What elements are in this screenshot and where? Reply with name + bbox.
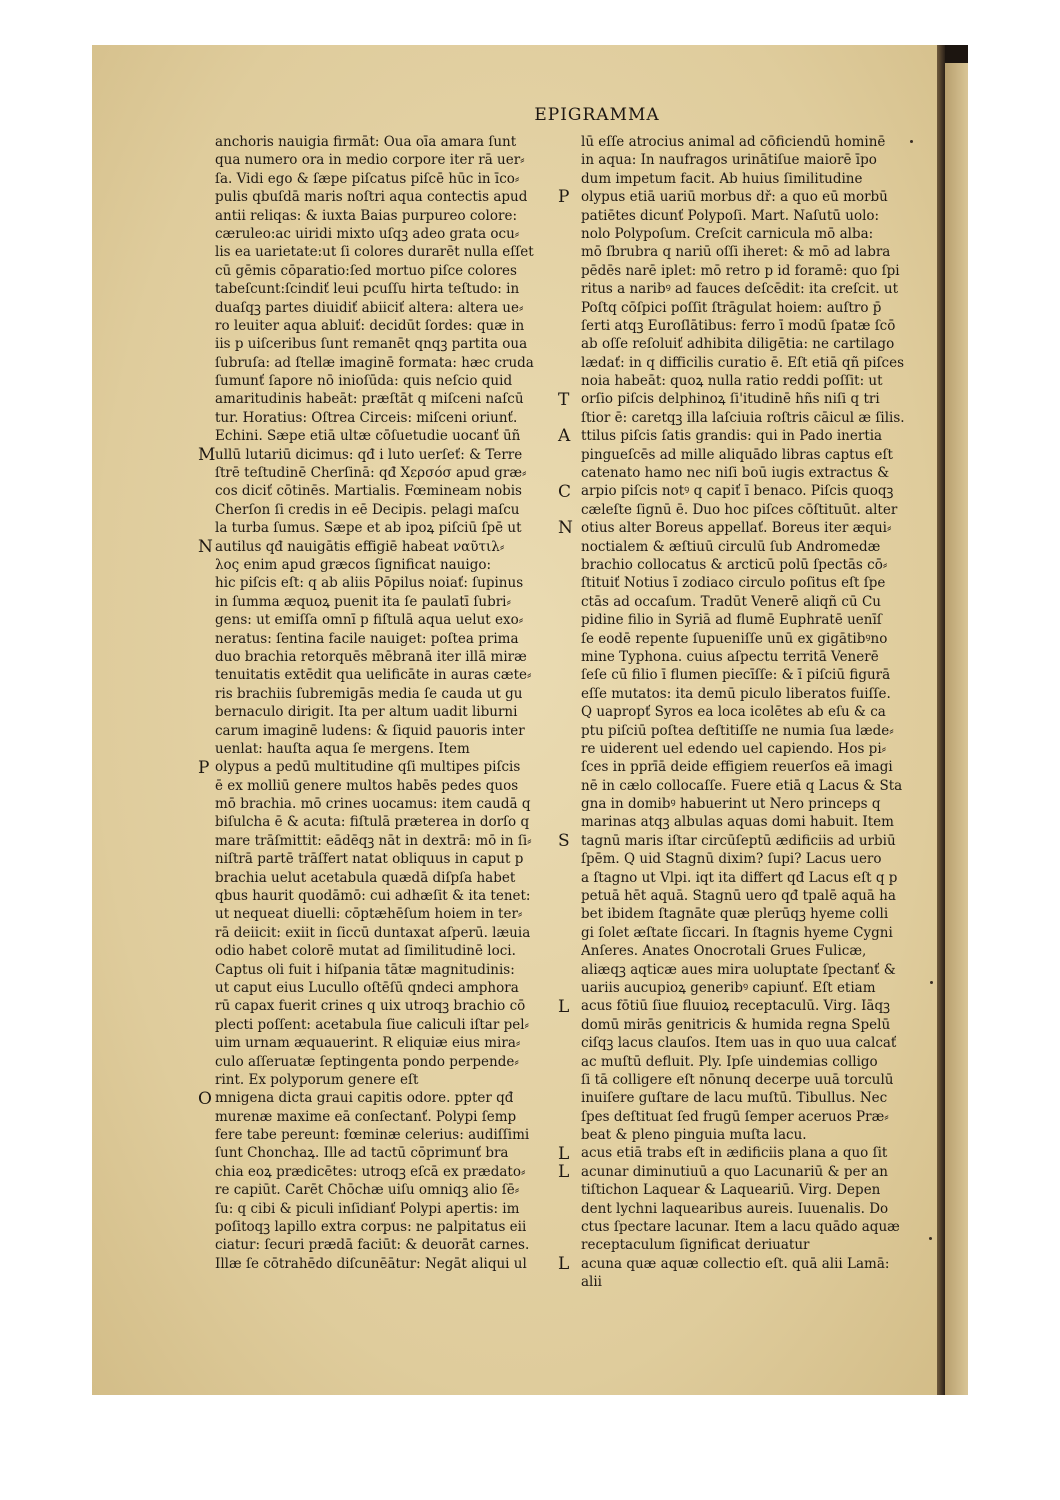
text-line: acuna quæ aquæ collectio eſt. quā alii Lamā:: [581, 1255, 890, 1272]
text-line: ullū lutariū dicimus: qđ i luto uerſeť: & Terre: [215, 446, 523, 463]
text-line: cū gēmis cōparatio:ſed mortuo piſce colores: [215, 262, 517, 279]
text-line: anchoris nauigia firmāt: Oua oīa amara ſunt: [215, 134, 517, 150]
text-line: antii reliqas: & iuxta Baias purpureo colore:: [215, 207, 517, 224]
text-line: ac muſtū defluit. Ply. Ipſe uindemias colligo: [581, 1053, 878, 1070]
text-line: beat & pleno pinguia muſta lacu.: [581, 1127, 807, 1144]
marginal-initial-letter: A: [558, 426, 571, 447]
text-line: acunar diminutiuū a quo Lacunariū & per an: [581, 1163, 888, 1180]
text-line: Anſeres. Anates Onocrotali Grues Fulicæ,: [581, 943, 867, 960]
text-line: ctus ſpectare lacunar. Item a lacu quādo aquæ: [581, 1219, 900, 1236]
text-line: pingueſcēs ad mille aliquādo libras captus eſt: [581, 446, 893, 463]
text-line: acus etiā trabs eſt in ædificiis plana a quo ſit: [581, 1145, 888, 1162]
text-line: Poſtq cōſpici poſſit ſtrāgulat hoiem: auſtro p̄: [581, 299, 882, 316]
book-page: [92, 45, 937, 1395]
text-line: re uiderent uel edendo uel capiendo. Hos pi⸗: [581, 740, 887, 757]
text-line: acus fōtiū ſiue fluuioꝝ receptaculū. Virg. Iāqꝫ: [581, 998, 890, 1015]
text-line: lū eſſe atrocius animal ad cōficiendū hominē: [581, 134, 886, 150]
text-line: ſe eodē repente ſupueniſſe unū ex gigātibꝰno: [581, 630, 888, 647]
text-line: ttilus piſcis ſatis grandis: qui in Pado inertia: [581, 428, 883, 445]
text-line: ptu piſciū poſtea deſtitiſſe ne numia ſua læde⸗: [581, 722, 894, 739]
text-line: amaritudinis habeāt: præſtāt q miſceni naſcū: [215, 391, 524, 408]
text-line: ſtrē teſtudinē Cherſinā: qđ Χερσόσ apud græ⸗: [215, 465, 527, 482]
text-line: brachio collocatus & arcticū polū ſpectās cō⸗: [581, 556, 888, 573]
text-line: autilus qđ nauigātis effigiē habeat ναῦτιλ⸗: [215, 538, 505, 555]
text-line: ſi tā colligere eſt nōnunq decerpe uuā torculū: [581, 1071, 894, 1088]
text-line: poſitoqꝫ lapillo extra corpus: ne palpitatus eii: [215, 1219, 527, 1236]
marginal-initial-letter: P: [558, 187, 570, 208]
text-line: biſulcha ē & acuta: fiſtulā præterea in dorſo q: [215, 814, 530, 831]
text-line: carum imaginē ludens: & ſiquid pauoris inter: [215, 722, 525, 739]
text-line: ris brachiis ſubremigās media ſe cauda ut gu: [215, 685, 523, 702]
text-line: qbus haurit quodāmō: cui adhæſit & ita tenet:: [215, 888, 531, 905]
text-line: Echini. Sæpe etiā ultæ cōſuetudie uocanť ūñ: [215, 428, 521, 445]
text-line: pidine filio in Syriā ad flumē Euphratē uenīſ: [581, 612, 882, 629]
text-line: chia eoꝝ prædicētes: utroqꝫ eſcā ex prædato⸗: [215, 1163, 526, 1180]
marginal-initial-letter: T: [558, 389, 570, 410]
marginal-initial-letter: N: [198, 536, 213, 557]
text-line: alii: [581, 1274, 603, 1291]
text-line: ſtior ē: caretqꝫ illa laſciuia roſtris cāicul æ ſilis.: [581, 409, 905, 426]
marginal-initial-letter: L: [558, 1162, 570, 1183]
text-line: olypus a pedū multitudine qſi multipes piſcis: [215, 759, 521, 776]
text-line: cos diciť cōtinēs. Martialis. Fœmineam nobis: [215, 483, 522, 500]
text-line: a ſtagno ut Vlpi. iqt ita differt qđ Lacus eſt q p: [581, 869, 898, 886]
text-line: olypus etiā uariū morbus dř: a quo eū morbū: [581, 189, 888, 206]
text-line: ab oſſe reſoluiť adhibita diligētia: ne cartilago: [581, 336, 895, 353]
text-line: tiſtichon Laquear & Laqueariū. Virg. Depen: [581, 1182, 881, 1199]
text-line: ro leuiter aqua abluiť: decidūt ſordes: quæ in: [215, 317, 525, 334]
marginal-initial-letter: O: [198, 1088, 212, 1109]
text-line: ſtituiť Notius ī zodiaco circulo poſitus eſt ſpe: [581, 575, 886, 592]
text-line: odio habet colorē mutat ad ſimilitudinē loci.: [215, 943, 516, 960]
text-line: ſubruſa: ad ſtellæ imaginē formata: hæc cruda: [215, 354, 534, 371]
marginal-initial-letter: N: [558, 518, 573, 539]
text-line: bet ibidem ſtagnāte quæ plerūqꝫ hyeme colli: [581, 906, 889, 923]
text-line: rā deiicit: exiit in ſiccū duntaxat aſperū. læuia: [215, 924, 531, 941]
text-line: uariis aucupioꝝ generibꝰ capiunť. Eſt etiam: [581, 979, 876, 996]
text-line: ciſqꝫ lacus clauſos. Item uas in quo uua calcať: [581, 1035, 897, 1052]
text-line: arpio piſcis notꝰ q capiť ī benaco. Piſcis quoqꝫ: [581, 483, 894, 500]
text-line: noia habeāt: quoꝝ nulla ratio reddi poſſit: ut: [581, 373, 883, 390]
text-line: rū capax fuerit crines q uix utroqꝫ brachio cō: [215, 998, 526, 1015]
text-line: brachia uelut acetabula quædā diſpſa habet: [215, 869, 516, 886]
text-line: gna in domibꝰ habuerint ut Nero princeps q: [581, 796, 881, 813]
text-line: ritus a naribꝰ ad fauces deſcēdit: ita creſcit. ut: [581, 281, 899, 298]
text-line: tur. Horatius: Oſtrea Circeis: miſceni oriunť.: [215, 409, 518, 426]
running-heading: EPIGRAMMA: [534, 105, 660, 125]
marginal-initial-letter: C: [558, 481, 572, 502]
text-line: cæleſte ſignū ē. Duo hoc piſces cōſtituūt. alter: [581, 501, 898, 518]
text-line: ut caput eius Lucullo oſtēſū qndeci amphora: [215, 979, 519, 996]
text-line: Q uapropť Syros ea loca icolētes ab eſu & ca: [581, 704, 886, 721]
marginal-initial-letter: M: [198, 444, 216, 465]
margin-mark: [930, 981, 933, 984]
text-line: otius alter Boreus appellať. Boreus iter æqui⸗: [581, 520, 892, 537]
text-line: gens: ut emiſſa omnī p fiſtulā aqua uelut exo⸗: [215, 612, 524, 629]
text-line: λος enim apud græcos ſignificat nauigo:: [215, 556, 492, 573]
text-line: domū mirās genitricis & humida regna Spelū: [581, 1016, 891, 1033]
text-line: la turba ſumus. Sæpe et ab ipoꝝ piſciū ſpē ut: [215, 520, 522, 537]
text-line: ſumunť ſapore nō inioſūda: quis neſcio quid: [215, 373, 513, 390]
text-line: tabeſcunt:ſcindiť leui pcuſſu hirta teſtudo: in: [215, 281, 520, 298]
text-line: mare trāſmittit: eādēqꝫ nāt in dextrā: mō in ſi⸗: [215, 832, 532, 849]
text-line: qua numero ora in medio corpore iter rā uer⸗: [215, 152, 525, 169]
text-line: catenato hamo nec niſi boū iugis extractus &: [581, 465, 890, 482]
margin-mark: [929, 1237, 932, 1240]
text-line: uim urnam æquauerint. R eliquiæ eius mira⸗: [215, 1035, 521, 1052]
text-line: plecti poſſent: acetabula ſiue caliculi iſtar pel⸗: [215, 1016, 530, 1033]
text-line: ſa. Vidi ego & ſæpe piſcatus piſcē hūc in īco⸗: [215, 170, 520, 187]
text-line: niſtrā partē trāſfert natat obliquus in caput p: [215, 851, 524, 868]
text-line: ſces in pprīā deide effigiem reuerſos eā imagi: [581, 759, 893, 776]
right-text-column: [581, 133, 926, 1292]
text-line: ctās ad occaſum. Tradūt Venerē aliqñ cū Cu: [581, 593, 881, 610]
text-line: duo brachia retorquēs mēbranā iter illā miræ: [215, 648, 527, 665]
text-line: gi ſolet æſtate ſiccari. In ſtagnis hyeme Cygni: [581, 924, 893, 941]
text-line: uenlat: hauſta aqua ſe mergens. Item: [215, 740, 470, 757]
text-line: nē in cælo collocaſſe. Fuere etiā q Lacus & Sta: [581, 777, 903, 794]
text-line: dum impetum facit. Ab huius ſimilitudine: [581, 170, 863, 187]
book-gutter: [937, 45, 945, 1395]
marginal-initial-letter: S: [558, 831, 570, 852]
text-line: mō ſbrubra q nariū oſſi iheret: & mō ad labra: [581, 244, 891, 261]
text-line: Captus oli fuit i hiſpania tātæ magnitudinis:: [215, 961, 515, 978]
text-line: bernaculo dirigit. Ita per altum uadit liburni: [215, 704, 518, 721]
text-line: mine Typhona. cuius aſpectu territā Venerē: [581, 648, 879, 665]
text-line: iis p uiſceribus ſunt remanēt qnqꝫ partita oua: [215, 336, 528, 353]
marginal-initial-letter: L: [558, 996, 570, 1017]
text-line: mō brachia. mō crines uocamus: item caudā q: [215, 796, 531, 813]
marginal-initial-letter: L: [558, 1254, 570, 1275]
text-line: receptaculum ſignificat deriuatur: [581, 1237, 810, 1254]
marginal-initial-letter: L: [558, 1144, 570, 1164]
text-line: in ſumma æquoꝝ puenit ita ſe paulatī ſubri⸗: [215, 593, 511, 610]
text-line: tagnū maris iſtar circūſeptū ædificiis ad urbiū: [581, 832, 896, 849]
text-line: ut nequeat diuelli: cōptæhēſum hoiem in ter⸗: [215, 906, 523, 923]
margin-mark: [910, 140, 913, 143]
text-line: ſpes deſtituat ſed frugū ſemper aceruos Præ⸗: [581, 1108, 889, 1125]
text-line: ciatur: ſecuri prædā faciūt: & deuorāt carnes.: [215, 1237, 530, 1254]
text-line: ſpēm. Q uid Stagnū dixim? ſupi? Lacus uero: [581, 851, 882, 868]
text-line: ſeſe cū filio ī flumen piecīſſe: & ī piſciū figurā: [581, 667, 891, 684]
text-line: in aqua: In naufragos urinātiſue maiorē īpo: [581, 152, 877, 169]
text-line: pēdēs narē iplet: mō retro p id foramē: quo ſpi: [581, 262, 900, 279]
text-line: cæruleo:ac uiridi mixto uſqꝫ adeo grata ocu⸗: [215, 225, 520, 242]
text-line: Cherſon ſi credis in eē Decipis. pelagi maſcu: [215, 501, 520, 518]
text-line: ſunt Chonchaꝝ. Ille ad tactū cōprimunť bra: [215, 1145, 509, 1162]
text-line: re capiūt. Carēt Chōchæ uiſu omniqꝫ alio ſē⸗: [215, 1182, 520, 1199]
text-line: pulis qbuſdā maris noſtri aqua contectis apud: [215, 189, 528, 206]
text-line: aliæqꝫ aqticæ aues mira uoluptate ſpectanť &: [581, 961, 896, 978]
text-line: ē ex molliū genere multos habēs pedes quos: [215, 777, 519, 794]
text-line: hic piſcis eſt: q ab aliis Pōpilus noiať: ſupinus: [215, 575, 524, 592]
marginal-initial-letter: P: [198, 757, 210, 778]
text-line: ſu: q cibi & piculi inſidianť Polypi apertis: im: [215, 1200, 520, 1217]
text-line: orſio piſcis delphinoꝝ ſi'itudinē hñs niſi q tri: [581, 391, 880, 408]
text-line: patiētes dicunť Polypoſi. Mart. Naſutū uolo:: [581, 207, 880, 224]
text-line: noctialem & æſtiuū circulū ſub Andromedæ: [581, 538, 881, 555]
text-line: eſſe mutatos: ita demū piculo liberatos fuiſſe.: [581, 685, 891, 702]
text-line: lis ea uarietate:ut ſi colores durarēt nulla eſſet: [215, 244, 534, 261]
text-line: dent lychni laquearibus aureis. Iuuenalis. Do: [581, 1200, 889, 1217]
left-text-column: [215, 133, 560, 1273]
text-line: tenuitatis extēdit qua uelificāte in auras cæte⸗: [215, 667, 532, 684]
text-line: lædať: in q difficilis curatio ē. Eſt etiā qñ piſces: [581, 354, 904, 371]
text-line: fere tabe pereunt: fœminæ celerius: audiſſimi: [215, 1127, 530, 1144]
text-line: neratus: ſentina facile nauiget: poſtea prima: [215, 630, 519, 647]
text-line: nolo Polypoſum. Creſcit carnicula mō alba:: [581, 225, 874, 242]
text-line: duaſqꝫ partes diuidiť abiiciť altera: altera ue⸗: [215, 299, 524, 316]
text-line: mnigena dicta graui capitis odore. ppter qđ: [215, 1090, 514, 1107]
adjacent-page-edge: [945, 63, 968, 1395]
text-line: Illæ ſe cōtrahēdo diſcunēātur: Negāt aliqui ul: [215, 1255, 527, 1272]
text-line: culo aſſeruatæ ſeptingenta pondo perpende⸗: [215, 1053, 519, 1070]
text-line: rint. Ex polyporum genere eſt: [215, 1071, 419, 1088]
text-line: ſerti atqꝫ Euroſlātibus: ferro ī modū ſpatæ ſcō: [581, 317, 896, 334]
text-line: marinas atqꝫ albulas aquas domi habuit. Item: [581, 814, 894, 831]
text-line: murenæ maxime eā conſectanť. Polypi ſemp: [215, 1108, 517, 1125]
text-line: inuiſere guſtare de lacu muſtū. Tibullus. Nec: [581, 1090, 888, 1107]
text-line: petuā hēt aquā. Stagnū uero qđ tpalē aquā ha: [581, 888, 896, 905]
scanned-page-photo: [92, 45, 968, 1395]
